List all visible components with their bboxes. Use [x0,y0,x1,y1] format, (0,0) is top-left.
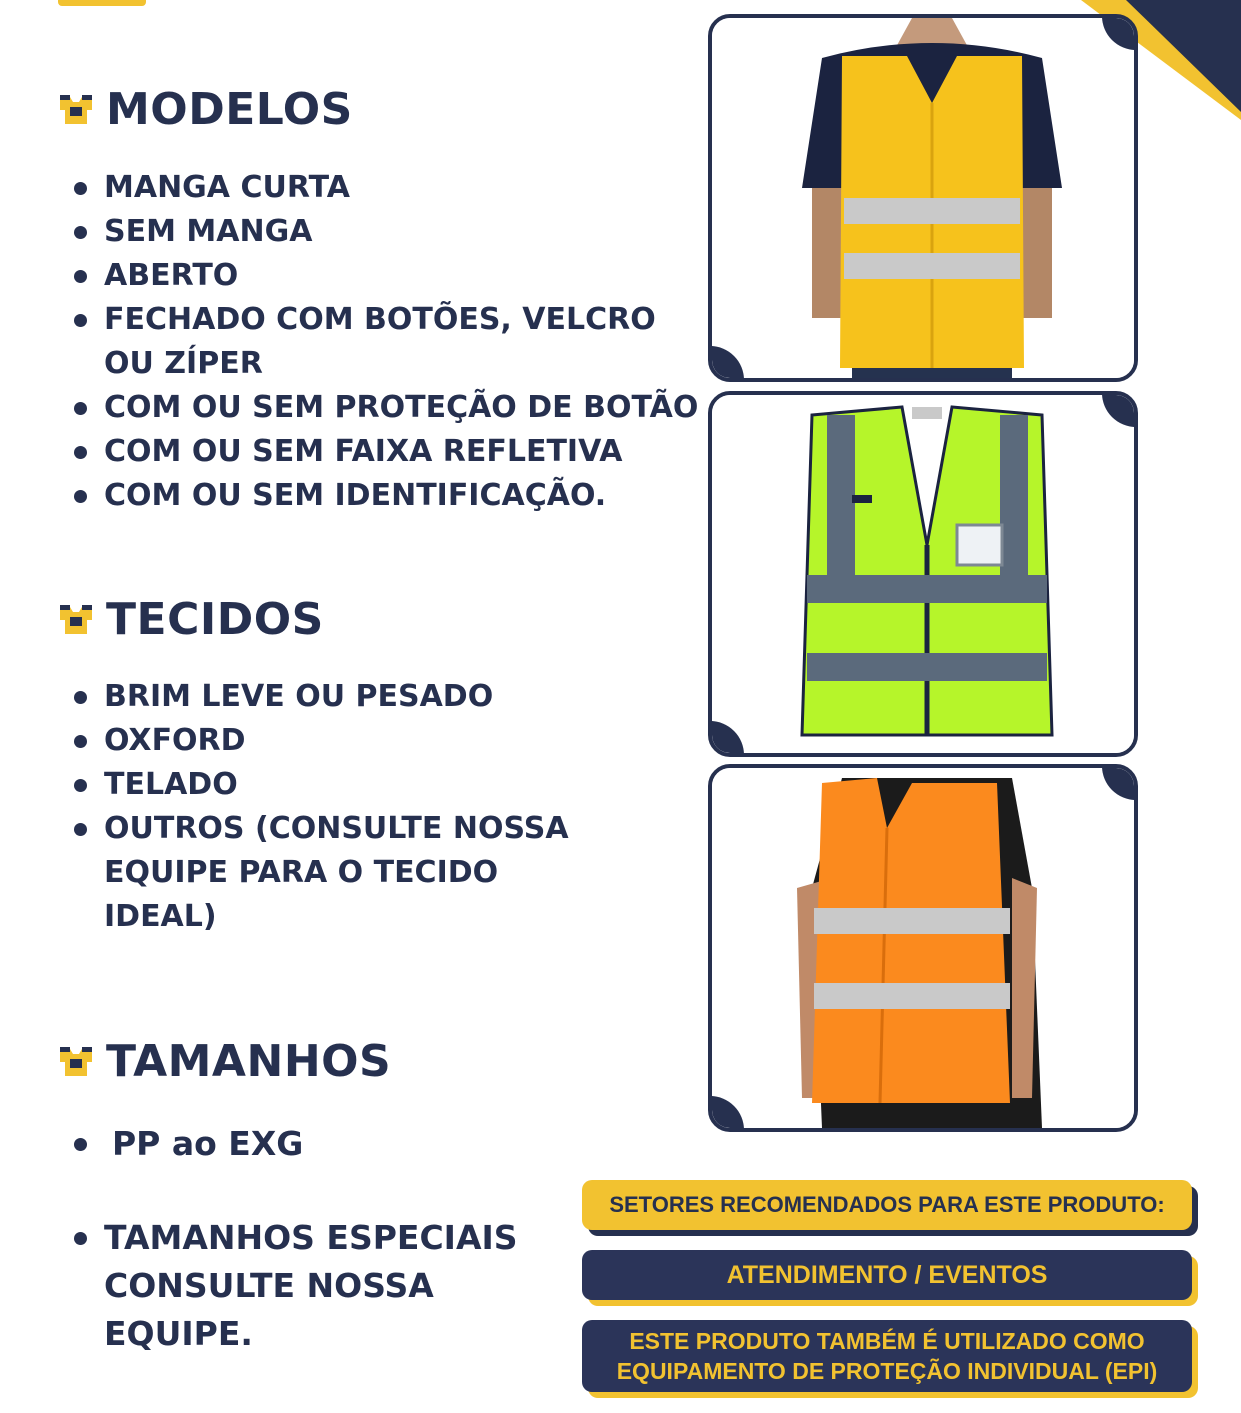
list-item-continuation: EQUIPE PARA O TECIDO [104,855,499,890]
list-item-continuation: CONSULTE NOSSA [104,1266,434,1305]
section-title-text: TECIDOS [106,594,324,645]
epi-banner [582,1320,1192,1392]
section-title-text: TAMANHOS [106,1036,392,1087]
list-item: COM OU SEM IDENTIFICAÇÃO. [70,474,698,518]
shirt-icon [58,1046,94,1078]
sectors-banner [582,1180,1192,1230]
epi-banner-line1: ESTE PRODUTO TAMBÉM É UTILIZADO COMO [629,1328,1145,1354]
sectors-banner-text: SETORES RECOMENDADOS PARA ESTE PRODUTO: [609,1192,1165,1217]
list-item: BRIM LEVE OU PESADO [70,675,569,719]
tamanhos-special-list [70,1214,518,1358]
section-title-tecidos [58,594,324,645]
orange-vest-image [712,768,1134,1128]
tamanhos-list [70,1120,303,1168]
list-item-continuation: IDEAL) [104,899,217,934]
modelos-list [70,166,698,518]
section-title-text: MODELOS [106,84,353,135]
sector-badge-text: ATENDIMENTO / EVENTOS [726,1260,1048,1289]
tecidos-list [70,675,569,939]
product-photo-orange-vest [708,764,1138,1132]
epi-banner-line2: EQUIPAMENTO DE PROTEÇÃO INDIVIDUAL (EPI) [616,1358,1158,1384]
list-item: PP ao EXG [70,1120,303,1168]
shirt-icon [58,94,94,126]
yellow-vest-image [712,18,1134,378]
list-item: COM OU SEM PROTEÇÃO DE BOTÃO [70,386,698,430]
shirt-icon [58,604,94,636]
list-item: OXFORD [70,719,569,763]
list-item-continuation: EQUIPE. [104,1314,253,1353]
list-item: TELADO [70,763,569,807]
list-item: TAMANHOS ESPECIAIS [70,1214,518,1262]
list-item: SEM MANGA [70,210,698,254]
list-item: MANGA CURTA [70,166,698,210]
list-item-continuation: OU ZÍPER [104,346,263,381]
list-item: ABERTO [70,254,698,298]
section-title-tamanhos [58,1036,391,1087]
list-item: COM OU SEM FAIXA REFLETIVA [70,430,698,474]
top-accent [58,0,146,6]
list-item: OUTROS (CONSULTE NOSSA [70,807,569,851]
section-title-modelos [58,84,353,135]
sector-badge [582,1250,1192,1300]
product-photo-yellow-vest [708,14,1138,382]
list-item: FECHADO COM BOTÕES, VELCRO [70,298,698,342]
product-photo-lime-vest [708,391,1138,757]
lime-vest-image [712,395,1134,753]
